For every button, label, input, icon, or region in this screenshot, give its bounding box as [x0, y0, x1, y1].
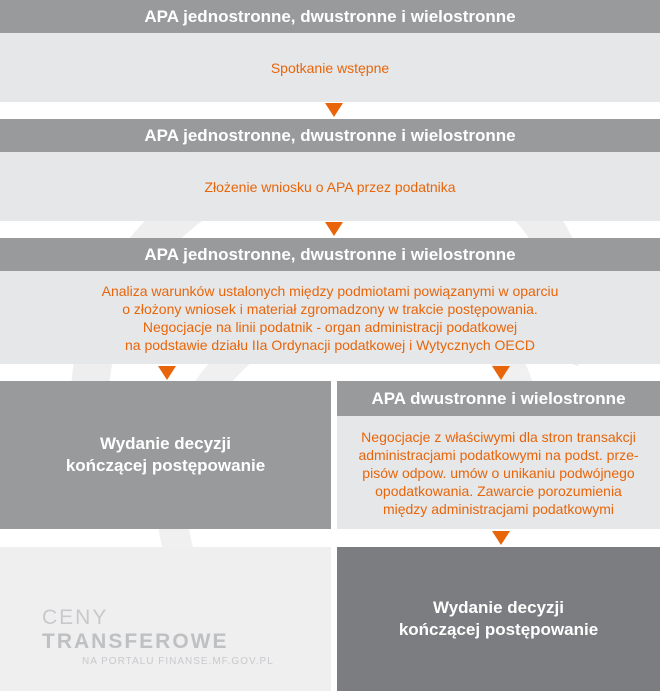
step1-body: Spotkanie wstępne — [0, 33, 660, 102]
step3-body: Analiza warunków ustalonych między podmiotami powiązanymi w oparciu o złożony wniosek i materiał zgromadzony w trakcie postępowania. Negocjacje na linii podatnik - organ administracji podatkowej na podstawie działu IIa Ordynacji podatkowej i Wytycznych OECD — [0, 271, 660, 364]
right-branch-header: APA dwustronne i wielostronne — [337, 381, 660, 416]
step2-header: APA jednostronne, dwustronne i wielostronne — [0, 119, 660, 152]
logo-text-part2: TRANSFEROWE — [42, 630, 229, 653]
arrow-down-icon — [325, 103, 343, 117]
step1-header: APA jednostronne, dwustronne i wielostronne — [0, 0, 660, 33]
arrow-down-icon — [158, 366, 176, 380]
left-outcome-decision: Wydanie decyzji kończącej postępowanie — [0, 381, 331, 529]
step2-body: Złożenie wniosku o APA przez podatnika — [0, 152, 660, 221]
logo-subtitle: NA PORTALU FINANSE.MF.GOV.PL — [82, 656, 274, 667]
arrow-down-icon — [492, 366, 510, 380]
logo-text-part1: CENY — [42, 606, 108, 629]
ceny-transferowe-logo — [42, 606, 302, 667]
step3-header: APA jednostronne, dwustronne i wielostronne — [0, 238, 660, 271]
right-outcome-decision: Wydanie decyzji kończącej postępowanie — [337, 547, 660, 691]
arrow-down-icon — [492, 531, 510, 545]
arrow-down-icon — [325, 222, 343, 236]
right-branch-body: Negocjacje z właściwymi dla stron transakcji administracjami podatkowymi na podst. prze- pisów odpow. umów o unikaniu podwójnego opodatkowania. Zawarcie porozumienia między administracjami podatkowymi — [337, 416, 660, 529]
